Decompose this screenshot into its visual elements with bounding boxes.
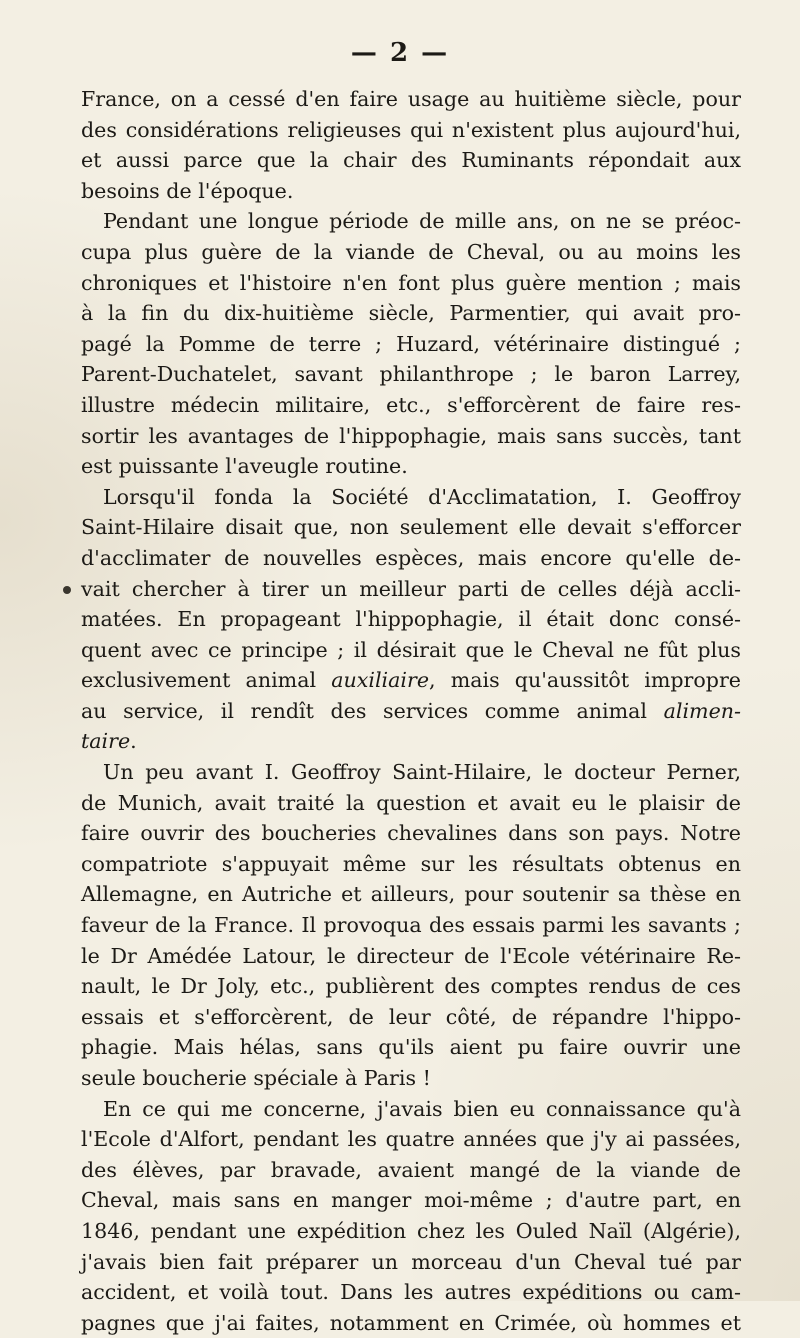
text-line: 1846, pendant une expédition chez les Ouled Naïl (Algérie), (81, 1218, 741, 1243)
text-line: illustre médecin militaire, etc., s'efforcèrent de faire res- (81, 392, 741, 417)
text-line: essais et s'efforcèrent, de leur côté, de répandre l'hippo- (81, 1004, 741, 1029)
text-line: et aussi parce que la chair des Ruminants répondait aux (81, 148, 741, 173)
text-line: sortir les avantages de l'hippophagie, mais sans succès, tant (81, 423, 741, 448)
text-line: chroniques et l'histoire n'en font plus guère mention ; mais (81, 270, 741, 295)
text-line: besoins de l'époque. (81, 178, 294, 203)
text-line: compatriote s'appuyait même sur les résultats obtenus en (81, 851, 741, 876)
text-line: Lorsqu'il fonda la Société d'Acclimatation, I. Geoffroy (103, 484, 741, 509)
text-line: faire ouvrir des boucheries chevalines dans son pays. Notre (81, 821, 741, 846)
text-line: Allemagne, en Autriche et ailleurs, pour soutenir sa thèse en (81, 882, 741, 907)
text-line: pagnes que j'ai faites, notamment en Crimée, où hommes et (81, 1310, 741, 1335)
text-line: seule boucherie spéciale à Paris ! (81, 1066, 431, 1090)
text-line: En ce qui me concerne, j'avais bien eu connaissance qu'à (103, 1096, 741, 1121)
text-line: France, on a cessé d'en faire usage au huitième siècle, pour (81, 87, 741, 111)
text-line: de Munich, avait traité la question et avait eu le plaisir de (81, 790, 741, 815)
text-line: faveur de la France. Il provoqua des essais parmi les savants ; (81, 913, 741, 938)
text-line: phagie. Mais hélas, sans qu'ils aient pu faire ouvrir une (81, 1035, 741, 1060)
text-line: d'acclimater de nouvelles espèces, mais encore qu'elle de- (81, 545, 741, 570)
text-line: j'avais bien fait préparer un morceau d'un Cheval tué par (81, 1249, 741, 1274)
text-line: Un peu avant I. Geoffroy Saint-Hilaire, le docteur Perner, (103, 760, 741, 785)
text-line: accident, et voilà tout. Dans les autres expéditions ou cam- (81, 1280, 741, 1305)
text-line: est puissante l'aveugle routine. (81, 454, 408, 479)
text-line: exclusivement animal auxiliaire, mais qu'aussitôt impropre (81, 668, 741, 693)
text-line: vait chercher à tirer un meilleur parti de celles déjà accli- (81, 576, 741, 601)
text-line: des considérations religieuses qui n'existent plus aujourd'hui, (81, 117, 741, 142)
text-line: Pendant une longue période de mille ans, on ne se préoc- (103, 209, 741, 234)
page-number: — 2 — (350, 38, 450, 68)
text-line: des élèves, par bravade, avaient mangé de la viande de (81, 1157, 741, 1182)
text-line: pagé la Pomme de terre ; Huzard, vétérinaire distingué ; (81, 331, 741, 356)
text-line: cupa plus guère de la viande de Cheval, ou au moins les (81, 239, 741, 264)
text-line: Parent-Duchatelet, savant philanthrope ; le baron Larrey, (81, 362, 741, 387)
text-line: Cheval, mais sans en manger moi-même ; d'autre part, en (81, 1188, 741, 1213)
body-text (81, 84, 741, 1338)
text-line: le Dr Amédée Latour, le directeur de l'Ecole vétérinaire Re- (81, 943, 741, 968)
text-line: nault, le Dr Joly, etc., publièrent des comptes rendus de ces (81, 974, 741, 999)
text-line: quent avec ce principe ; il désirait que le Cheval ne fût plus (81, 637, 741, 662)
text-line: matées. En propageant l'hippophagie, il était donc consé- (81, 607, 741, 632)
margin-ink-mark (63, 586, 71, 594)
text-line: Saint-Hilaire disait que, non seulement elle devait s'efforcer (81, 515, 741, 540)
text-line: taire. (81, 729, 137, 754)
text-line: à la fin du dix-huitième siècle, Parmentier, qui avait pro- (81, 301, 741, 326)
text-line: l'Ecole d'Alfort, pendant les quatre années que j'y ai passées, (81, 1127, 741, 1152)
text-line: au service, il rendît des services comme animal alimen- (81, 698, 741, 723)
